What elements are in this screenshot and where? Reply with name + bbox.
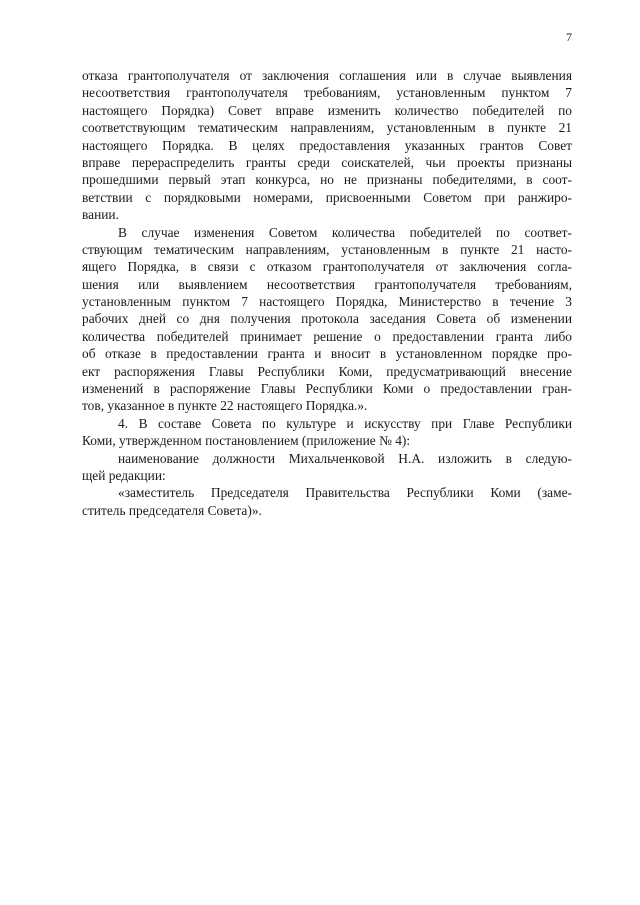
text-line: количества победителей принимает решение о предоставлении гранта либо — [82, 328, 572, 344]
paragraph — [82, 450, 572, 485]
page-number: 7 — [566, 30, 572, 44]
text-line: настоящего Порядка. В целях предоставления указанных грантов Совет — [82, 137, 572, 153]
text-line: ститель председателя Совета)». — [82, 502, 262, 518]
text-line: об отказе в предоставлении гранта и вносит в установленном порядке про- — [82, 346, 572, 362]
text-line: соответствующим тематическим направлениям, установленным в пункте 21 — [82, 120, 572, 136]
paragraph — [82, 67, 572, 224]
text-line: 4. В составе Совета по культуре и искусству при Главе Республики — [118, 415, 572, 431]
paragraph — [82, 484, 572, 519]
text-line: ствующим тематическим направлениям, установленным в пункте 21 насто- — [82, 241, 572, 257]
document-body — [82, 67, 572, 519]
text-line: «заместитель Председателя Правительства Республики Коми (заме- — [118, 485, 572, 501]
text-line: настоящего Порядка) Совет вправе изменить количество победителей по — [82, 102, 572, 118]
text-line: рабочих дней со дня получения протокола заседания Совета об изменении — [82, 311, 572, 327]
text-line: щей редакции: — [82, 467, 166, 483]
text-line: Коми, утвержденном постановлением (приложение № 4): — [82, 433, 411, 449]
text-line: изменений в распоряжение Главы Республики Коми о предоставлении гран- — [82, 381, 572, 397]
text-line: наименование должности Михальченковой Н.А. изложить в следую- — [118, 450, 572, 466]
text-line: прошедшими первый этап конкурса, но не признаны победителями, в соот- — [82, 172, 572, 188]
text-line: ветствии с порядковыми номерами, присвоенными Советом при ранжиро- — [82, 189, 572, 205]
text-line: В случае изменения Советом количества победителей по соответ- — [118, 224, 572, 240]
paragraph — [82, 224, 572, 415]
text-line: тов, указанное в пункте 22 настоящего Порядка.». — [82, 398, 368, 414]
paragraph — [82, 415, 572, 450]
text-line: отказа грантополучателя от заключения соглашения или в случае выявления — [82, 68, 572, 83]
text-line: вправе перераспределить гранты среди соискателей, чьи проекты признаны — [82, 154, 572, 170]
text-line: ящего Порядка, в связи с отказом грантополучателя от заключения согла- — [82, 259, 572, 275]
text-line: несоответствия грантополучателя требованиям, установленным пунктом 7 — [82, 85, 572, 101]
text-line: шения или выявлением несоответствия грантополучателя требованиям, — [82, 276, 572, 292]
text-line: ект распоряжения Главы Республики Коми, предусматривающий внесение — [82, 363, 572, 379]
text-line: установленным пунктом 7 настоящего Порядка, Министерство в течение 3 — [82, 294, 572, 310]
text-line: вании. — [82, 207, 119, 223]
